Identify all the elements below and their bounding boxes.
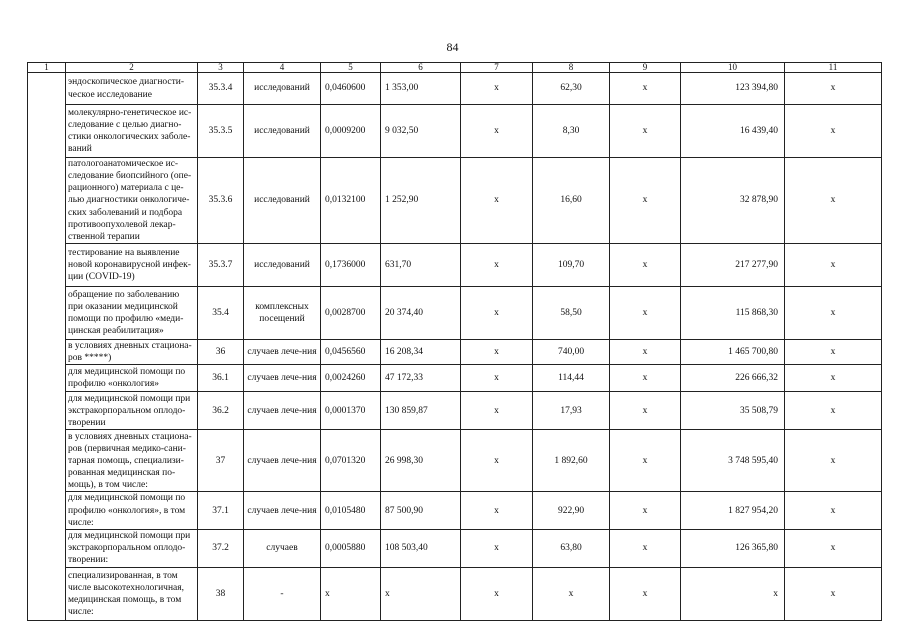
cell-col-11: х	[785, 73, 882, 105]
cell-col-9: х	[610, 392, 681, 430]
row-description: тестирование на выявление новой коронавирусной инфек-ции (COVID-19)	[66, 244, 198, 287]
row-number: 36.2	[198, 392, 244, 430]
cell-col-9: х	[610, 287, 681, 340]
cell-col-7: х	[461, 158, 533, 244]
unit-of-measure: случаев лече-ния	[244, 492, 321, 529]
unit-of-measure: комплексных посещений	[244, 287, 321, 340]
volume-norm: 0,0028700	[321, 287, 381, 340]
cell-col-8: 114,44	[533, 365, 610, 392]
row-description: патологоанатомическое ис-следование биопсийного (опе-рационного) материала с це-лью диагностики онкологиче-ских заболеваний и подбора противоопухолевой лекар-ственной терапии	[66, 158, 198, 244]
cell-col-10: х	[681, 567, 785, 620]
row-number: 36.1	[198, 365, 244, 392]
column-header: 4	[244, 63, 321, 73]
cost-norm: 130 859,87	[381, 392, 461, 430]
cell-col-8: 8,30	[533, 105, 610, 158]
volume-norm: 0,0005880	[321, 529, 381, 567]
cell-col-8: 58,50	[533, 287, 610, 340]
cell-col-11: х	[785, 244, 882, 287]
table-row	[28, 340, 882, 365]
cell-col-11: х	[785, 492, 882, 529]
table-row	[28, 430, 882, 492]
column-header: 11	[785, 63, 882, 73]
cell-col-10: 226 666,32	[681, 365, 785, 392]
row-number: 35.3.4	[198, 73, 244, 105]
cell-col-11: х	[785, 430, 882, 492]
cell-col-11: х	[785, 340, 882, 365]
column-header: 9	[610, 63, 681, 73]
volume-norm: 0,0105480	[321, 492, 381, 529]
row-description: обращение по заболеванию при оказании медицинской помощи по профилю «меди-цинская реабилитация»	[66, 287, 198, 340]
table-row	[28, 158, 882, 244]
cost-norm: 1 252,90	[381, 158, 461, 244]
column-header: 2	[66, 63, 198, 73]
row-number: 38	[198, 567, 244, 620]
volume-norm: 0,0132100	[321, 158, 381, 244]
cell-col-10: 32 878,90	[681, 158, 785, 244]
volume-norm: 0,1736000	[321, 244, 381, 287]
cell-col-9: х	[610, 244, 681, 287]
table-row	[28, 287, 882, 340]
cell-col-7: х	[461, 567, 533, 620]
row-number: 37.1	[198, 492, 244, 529]
cell-col-10: 1 827 954,20	[681, 492, 785, 529]
volume-norm: 0,0701320	[321, 430, 381, 492]
row-description: для медицинской помощи при экстракорпоральном оплодо-творении	[66, 392, 198, 430]
volume-norm: х	[321, 567, 381, 620]
column-header: 5	[321, 63, 381, 73]
row-description: для медицинской помощи по профилю «онкология»	[66, 365, 198, 392]
row-description: в условиях дневных стациона-ров (первичная медико-сани-тарная помощь, специализи-рованная медицинская по-мощь), в том числе:	[66, 430, 198, 492]
row-description: специализированная, в том числе высокотехнологичная, медицинская помощь, в том числе:	[66, 567, 198, 620]
cell-col-9: х	[610, 430, 681, 492]
unit-of-measure: исследований	[244, 244, 321, 287]
group-cell	[28, 73, 66, 621]
cell-col-9: х	[610, 567, 681, 620]
cell-col-8: 16,60	[533, 158, 610, 244]
table-row	[28, 105, 882, 158]
cost-norm: 26 998,30	[381, 430, 461, 492]
cell-col-11: х	[785, 567, 882, 620]
row-number: 36	[198, 340, 244, 365]
table-row	[28, 73, 882, 105]
volume-norm: 0,0460600	[321, 73, 381, 105]
table-row	[28, 244, 882, 287]
cell-col-9: х	[610, 529, 681, 567]
row-number: 37.2	[198, 529, 244, 567]
cell-col-11: х	[785, 287, 882, 340]
row-description: для медицинской помощи по профилю «онкология», в том числе:	[66, 492, 198, 529]
volume-norm: 0,0009200	[321, 105, 381, 158]
cell-col-8: 922,90	[533, 492, 610, 529]
volume-norm: 0,0456560	[321, 340, 381, 365]
cell-col-8: 109,70	[533, 244, 610, 287]
column-header: 8	[533, 63, 610, 73]
cell-col-9: х	[610, 158, 681, 244]
unit-of-measure: случаев лече-ния	[244, 392, 321, 430]
cell-col-11: х	[785, 365, 882, 392]
cell-col-7: х	[461, 492, 533, 529]
cell-col-10: 35 508,79	[681, 392, 785, 430]
cell-col-10: 217 277,90	[681, 244, 785, 287]
row-number: 35.3.6	[198, 158, 244, 244]
cell-col-8: х	[533, 567, 610, 620]
cost-norm: 9 032,50	[381, 105, 461, 158]
unit-of-measure: случаев лече-ния	[244, 340, 321, 365]
unit-of-measure: случаев лече-ния	[244, 430, 321, 492]
cost-norm: 47 172,33	[381, 365, 461, 392]
cell-col-7: х	[461, 244, 533, 287]
row-number: 35.4	[198, 287, 244, 340]
cost-norm: 1 353,00	[381, 73, 461, 105]
cost-norm: 20 374,40	[381, 287, 461, 340]
volume-norm: 0,0001370	[321, 392, 381, 430]
row-description: молекулярно-генетическое ис-следование с целью диагно-стики онкологических заболе-ваний	[66, 105, 198, 158]
table-row	[28, 365, 882, 392]
unit-of-measure: случаев	[244, 529, 321, 567]
cell-col-7: х	[461, 287, 533, 340]
cell-col-7: х	[461, 430, 533, 492]
volume-norm: 0,0024260	[321, 365, 381, 392]
cost-norm: 108 503,40	[381, 529, 461, 567]
cell-col-9: х	[610, 105, 681, 158]
column-number-row	[28, 63, 882, 73]
cell-col-9: х	[610, 492, 681, 529]
cell-col-8: 17,93	[533, 392, 610, 430]
unit-of-measure: исследований	[244, 158, 321, 244]
cell-col-10: 1 465 700,80	[681, 340, 785, 365]
cell-col-11: х	[785, 158, 882, 244]
cell-col-10: 16 439,40	[681, 105, 785, 158]
cell-col-9: х	[610, 73, 681, 105]
table-row	[28, 492, 882, 529]
unit-of-measure: -	[244, 567, 321, 620]
cell-col-11: х	[785, 529, 882, 567]
column-header: 7	[461, 63, 533, 73]
cell-col-10: 126 365,80	[681, 529, 785, 567]
cost-norm: 16 208,34	[381, 340, 461, 365]
row-number: 37	[198, 430, 244, 492]
cell-col-8: 63,80	[533, 529, 610, 567]
column-header: 3	[198, 63, 244, 73]
page-number: 84	[446, 40, 459, 54]
cell-col-7: х	[461, 392, 533, 430]
row-number: 35.3.7	[198, 244, 244, 287]
cell-col-10: 115 868,30	[681, 287, 785, 340]
table-row	[28, 567, 882, 620]
cell-col-9: х	[610, 365, 681, 392]
table-body	[28, 63, 882, 621]
cell-col-9: х	[610, 340, 681, 365]
row-description: эндоскопическое диагности-ческое исследование	[66, 73, 198, 105]
cell-col-7: х	[461, 340, 533, 365]
data-table	[27, 62, 882, 621]
cell-col-10: 3 748 595,40	[681, 430, 785, 492]
cost-norm: х	[381, 567, 461, 620]
cost-norm: 631,70	[381, 244, 461, 287]
row-description: в условиях дневных стациона-ров *****)	[66, 340, 198, 365]
cell-col-11: х	[785, 392, 882, 430]
cost-norm: 87 500,90	[381, 492, 461, 529]
unit-of-measure: исследований	[244, 73, 321, 105]
cell-col-7: х	[461, 529, 533, 567]
column-header: 10	[681, 63, 785, 73]
cell-col-8: 740,00	[533, 340, 610, 365]
cell-col-7: х	[461, 365, 533, 392]
table-row	[28, 529, 882, 567]
cell-col-10: 123 394,80	[681, 73, 785, 105]
cell-col-11: х	[785, 105, 882, 158]
cell-col-7: х	[461, 73, 533, 105]
cell-col-8: 62,30	[533, 73, 610, 105]
row-description: для медицинской помощи при экстракорпоральном оплодо-творении:	[66, 529, 198, 567]
table-row	[28, 392, 882, 430]
unit-of-measure: исследований	[244, 105, 321, 158]
row-number: 35.3.5	[198, 105, 244, 158]
column-header: 1	[28, 63, 66, 73]
unit-of-measure: случаев лече-ния	[244, 365, 321, 392]
cell-col-8: 1 892,60	[533, 430, 610, 492]
column-header: 6	[381, 63, 461, 73]
cell-col-7: х	[461, 105, 533, 158]
